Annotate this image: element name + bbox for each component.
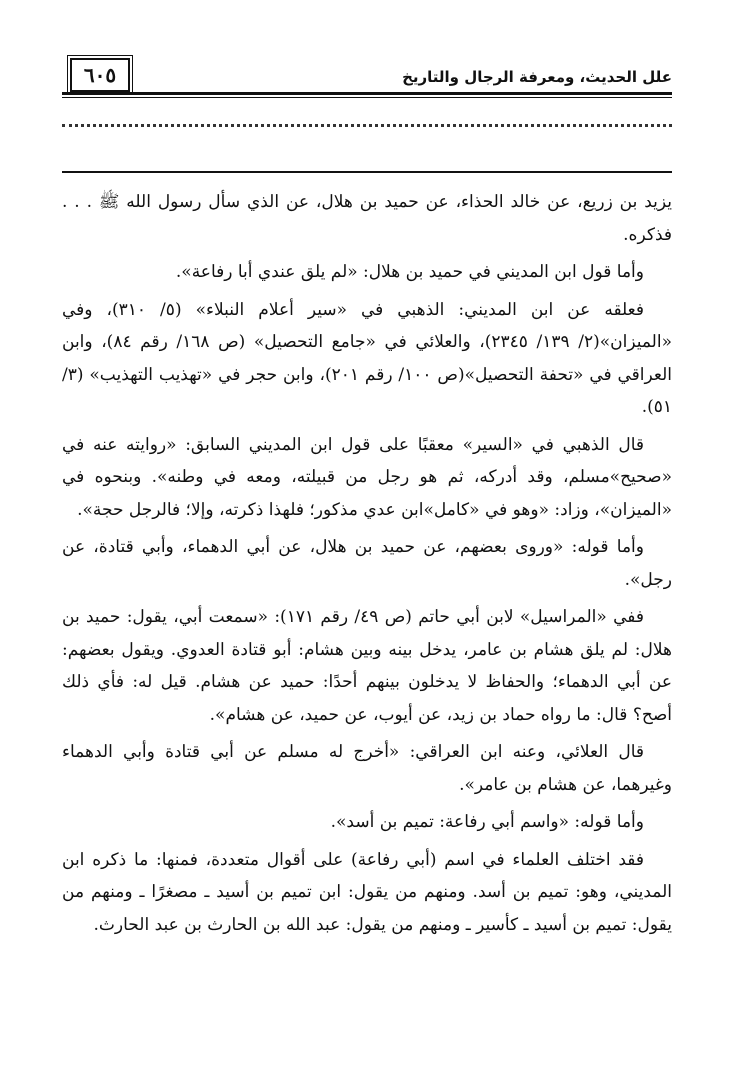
paragraph: وأما قوله: «واسم أبي رفاعة: تميم بن أسد». — [330, 812, 644, 832]
paragraph: يزيد بن زريع، عن خالد الحذاء، عن حميد بن هلال، عن الذي سأل رسول الله ﷺ . . . فذكره. — [62, 192, 672, 245]
paragraph: فقد اختلف العلماء في اسم (أبي رفاعة) على أقوال متعددة، فمنها: ما ذكره ابن المديني، وهو: تميم بن أسد. ومنهم من يقول: ابن تميم بن أسيد ـ مصغرًا ـ ومنهم من يقول: تميم بن أسيد ـ كأسير ـ ومنهم من يقول: عبد الله بن الحارث بن عبد الحارث. — [62, 849, 672, 935]
body-text — [62, 186, 672, 941]
header-rule-thin — [62, 97, 672, 98]
paragraph: وأما قوله: «وروى بعضهم، عن حميد بن هلال، عن أبي الدهماء، وأبي قتادة، عن رجل». — [62, 537, 672, 590]
paragraph: قال الذهبي في «السير» معقبًا على قول ابن المديني السابق: «روايته عنه في «صحيح»مسلم، وقد أدركه، ثم هو رجل من قبيلته، ومعه في وطنه». وبنحوه في «الميزان»، وزاد: «وهو في «كامل»ابن عدي مذكور؛ فلهذا ذكرته، وإلا؛ فالرجل حجة». — [62, 434, 672, 520]
paragraph: قال العلائي، وعنه ابن العراقي: «أخرج له مسلم عن أبي قتادة وأبي الدهماء وغيرهما، عن هشام بن عامر». — [62, 742, 672, 795]
dotted-divider — [62, 124, 672, 127]
paragraph: وأما قول ابن المديني في حميد بن هلال: «لم يلق عندي أبا رفاعة». — [175, 262, 644, 282]
header-rule — [62, 92, 672, 95]
section-rule — [62, 171, 672, 173]
page-header — [62, 50, 672, 90]
running-title: علل الحديث، ومعرفة الرجال والتاريخ — [402, 68, 672, 86]
paragraph: فعلقه عن ابن المديني: الذهبي في «سير أعلام النبلاء» (٥/ ٣١٠)، وفي «الميزان»(٢/ ١٣٩/ ٢٣٤٥)، والعلائي في «جامع التحصيل» (ص ١٦٨/ رقم ٨٤)، وابن العراقي في «تحفة التحصيل»(ص ١٠٠/ رقم ٢٠١)، وابن حجر في «تهذيب التهذيب» (٣/ ٥١). — [62, 299, 673, 417]
paragraph: ففي «المراسيل» لابن أبي حاتم (ص ٤٩/ رقم ١٧١): «سمعت أبي، يقول: حميد بن هلال: لم يلق هشام بن عامر، يدخل بينه وبين هشام: أبو قتادة العدوي. ويقول بعضهم: عن أبي الدهماء؛ والحفاظ لا يدخلون بينهم أحدًا: حميد عن هشام. قيل له: فأي ذلك أصح؟ قال: ما رواه حماد بن زيد، عن أيوب، عن حميد، عن هشام». — [62, 607, 672, 725]
page-number: ٦٠٥ — [70, 58, 130, 92]
